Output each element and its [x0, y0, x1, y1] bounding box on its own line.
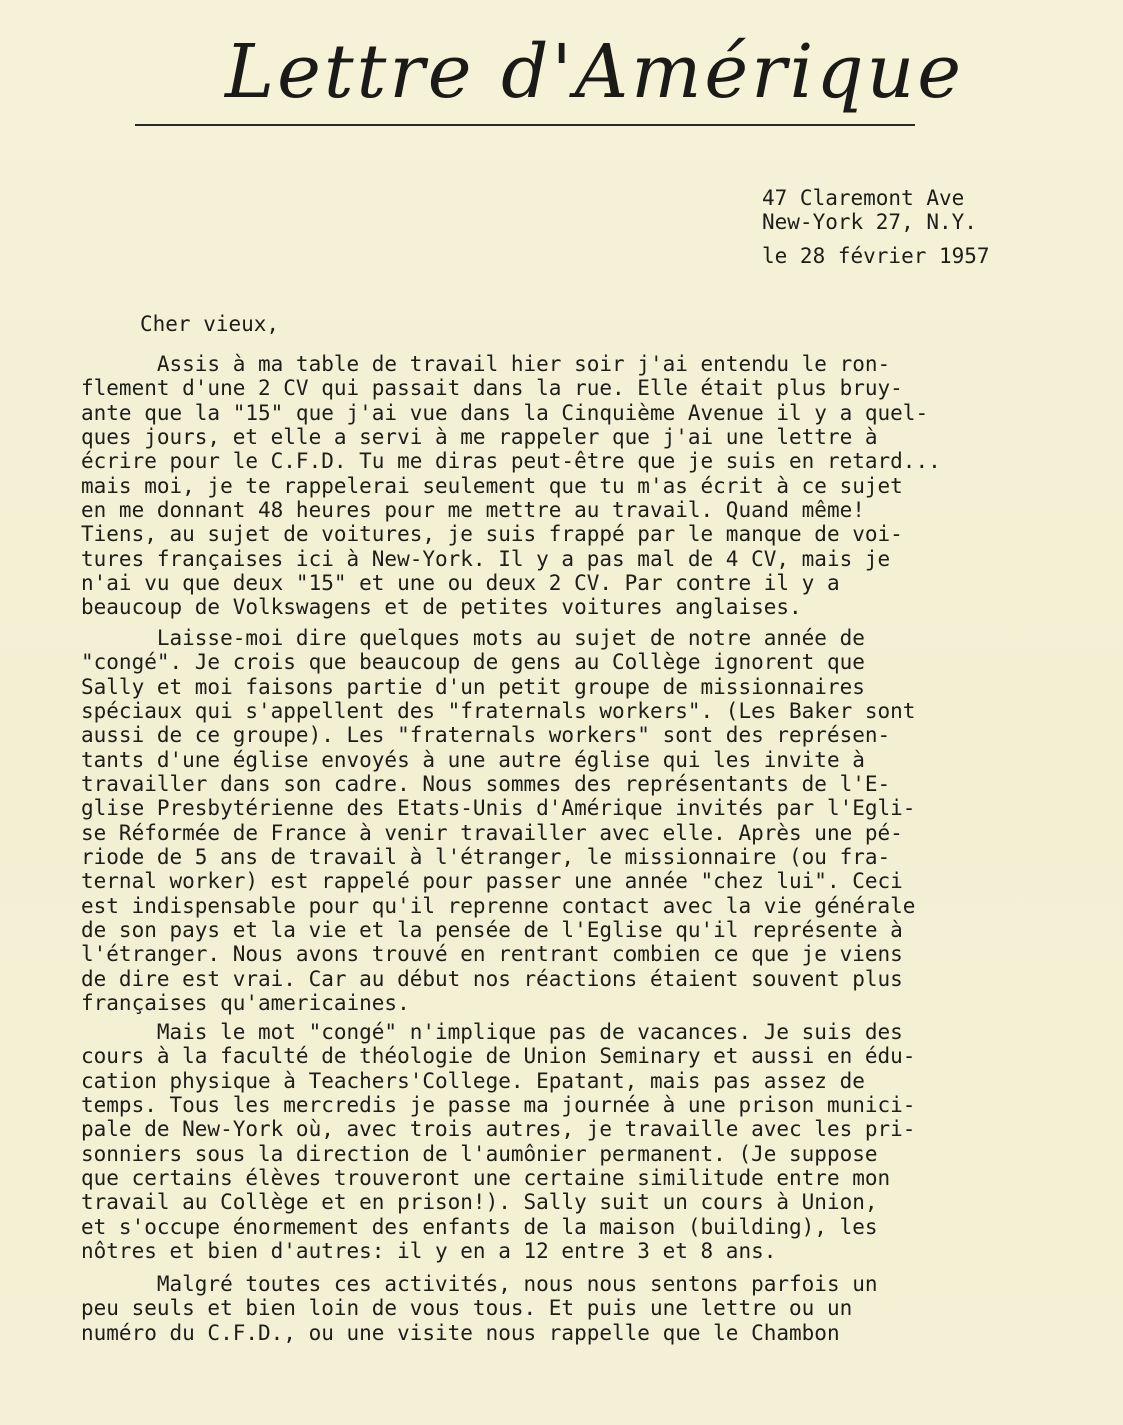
- text-line: cation physique à Teachers'College. Epatant, mais pas assez de: [81, 1068, 865, 1093]
- text-line: Assis à ma table de travail hier soir j'ai entendu le ron-: [81, 352, 891, 376]
- text-line: numéro du C.F.D., ou une visite nous rappelle que le Chambon: [81, 1320, 840, 1345]
- letter-title: Lettre d'Amérique: [225, 29, 965, 115]
- paragraph-2: [81, 626, 915, 1016]
- text-line: riode de 5 ans de travail à l'étranger, le missionnaire (ou fra-: [81, 845, 891, 870]
- text-line: Laisse-moi dire quelques mots au sujet de notre année de: [81, 626, 865, 650]
- title-underline: [135, 124, 915, 126]
- text-line: sonniers sous la direction de l'aumônier permanent. (Je suppose: [81, 1141, 878, 1166]
- text-line: spéciaux qui s'appellent des "fraternals workers". (Les Baker sont: [81, 699, 916, 724]
- text-line: Tiens, au sujet de voitures, je suis frappé par le manque de voi-: [81, 522, 903, 547]
- text-line: ante que la "15" que j'ai vue dans la Cinquième Avenue il y a quel-: [81, 400, 929, 425]
- text-line: pale de New-York où, avec trois autres, je travaille avec les pri-: [81, 1117, 916, 1142]
- text-line: se Réformée de France à venir travailler avec elle. Après une pé-: [81, 820, 903, 845]
- text-line: tants d'une église envoyés à une autre église qui les invite à: [81, 747, 865, 772]
- text-line: aussi de ce groupe). Les "fraternals workers" sont des représen-: [81, 723, 891, 748]
- text-line: travailler dans son cadre. Nous sommes des représentants de l'E-: [81, 772, 891, 797]
- text-line: et s'occupe énormement des enfants de la maison (building), les: [81, 1214, 878, 1239]
- text-line: peu seuls et bien loin de vous tous. Et puis une lettre ou un: [81, 1296, 853, 1321]
- text-line: Malgré toutes ces activités, nous nous sentons parfois un: [81, 1272, 878, 1296]
- text-line: glise Presbytérienne des Etats-Unis d'Amérique invités par l'Egli-: [81, 796, 916, 821]
- text-line: mais moi, je te rappelerai seulement que tu m'as écrit à ce sujet: [81, 473, 903, 498]
- text-line: nôtres et bien d'autres: il y en a 12 entre 3 et 8 ans.: [81, 1239, 777, 1264]
- text-line: que certains élèves trouveront une certaine similitude entre mon: [81, 1166, 891, 1191]
- text-line: flement d'une 2 CV qui passait dans la rue. Elle était plus bruy-: [81, 376, 903, 401]
- paragraph-1: [81, 352, 941, 620]
- address-line: 47 Claremont Ave: [762, 186, 965, 210]
- paragraph-4: [81, 1272, 878, 1345]
- text-line: temps. Tous les mercredis je passe ma journée à une prison munici-: [81, 1093, 916, 1118]
- text-line: est indispensable pour qu'il reprenne contact avec la vie générale: [81, 893, 916, 918]
- text-line: ques jours, et elle a servi à me rappeler que j'ai une lettre à: [81, 425, 878, 450]
- text-line: françaises qu'americaines.: [81, 991, 410, 1016]
- text-line: Sally et moi faisons partie d'un petit groupe de missionnaires: [81, 674, 865, 699]
- text-line: de dire est vrai. Car au début nos réactions étaient souvent plus: [81, 966, 903, 991]
- text-line: ternal worker) est rappelé pour passer une année "chez lui". Ceci: [81, 869, 903, 894]
- text-line: travail au Collège et en prison!). Sally suit un cours à Union,: [81, 1190, 878, 1215]
- paragraph-3: [81, 1020, 915, 1263]
- text-line: l'étranger. Nous avons trouvé en rentrant combien ce que je viens: [81, 942, 903, 967]
- salutation: Cher vieux,: [140, 312, 280, 336]
- text-line: beaucoup de Volkswagens et de petites voitures anglaises.: [81, 595, 802, 620]
- address-line: New-York 27, N.Y.: [762, 210, 977, 234]
- text-line: tures françaises ici à New-York. Il y a pas mal de 4 CV, mais je: [81, 546, 891, 571]
- letter-date: le 28 février 1957: [762, 244, 990, 268]
- text-line: en me donnant 48 heures pour me mettre au travail. Quand même!: [81, 498, 865, 523]
- text-line: Mais le mot "congé" n'implique pas de vacances. Je suis des: [81, 1020, 903, 1044]
- text-line: cours à la faculté de théologie de Union Seminary et aussi en édu-: [81, 1044, 916, 1069]
- text-line: de son pays et la vie et la pensée de l'Eglise qu'il représente à: [81, 918, 903, 943]
- text-line: écrire pour le C.F.D. Tu me diras peut-être que je suis en retard...: [81, 449, 941, 474]
- text-line: n'ai vu que deux "15" et une ou deux 2 CV. Par contre il y a: [81, 571, 840, 596]
- text-line: "congé". Je crois que beaucoup de gens au Collège ignorent que: [81, 650, 865, 675]
- sender-address: [762, 186, 977, 234]
